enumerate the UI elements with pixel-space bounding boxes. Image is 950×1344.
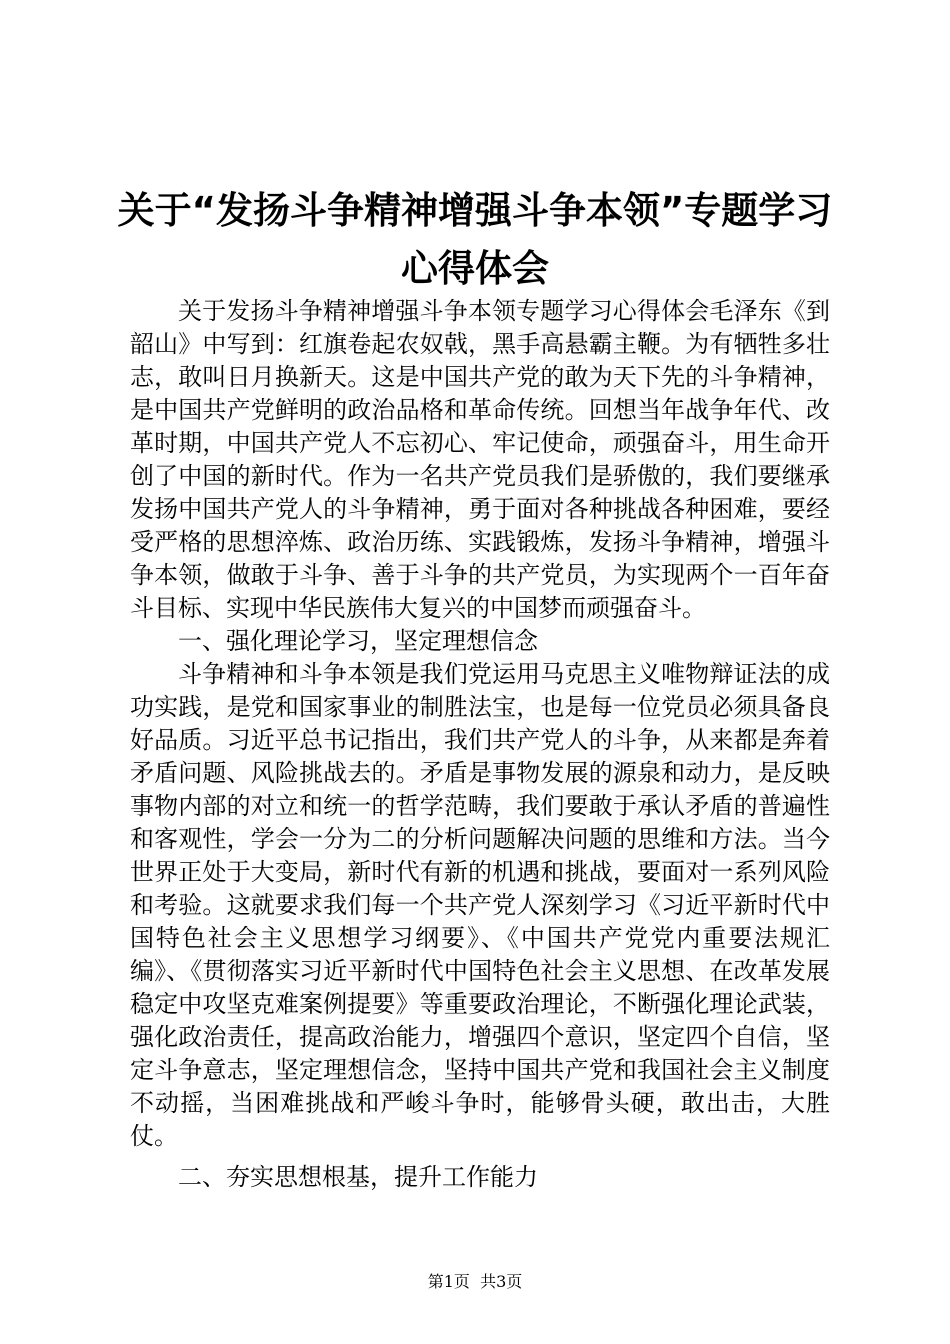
paragraph-section-1: 斗争精神和斗争本领是我们党运用马克思主义唯物辩证法的成功实践，是党和国家事业的制胜法宝，也是每一位党员必须具备良好品质。习近平总书记指出，我们共产党人的斗争，从来都是奔着矛盾问题、风险挑战去的。矛盾是事物发展的源泉和动力，是反映事物内部的对立和统一的哲学范畴，我们要敢于承认矛盾的普遍性和客观性，学会一分为二的分析问题解决问题的思维和方法。当今世界正处于大变局，新时代有新的机遇和挑战，要面对一系列风险和考验。这就要求我们每一个共产党人深刻学习《习近平新时代中国特色社会主义思想学习纲要》、《中国共产党党内重要法规汇编》、《贯彻落实习近平新时代中国特色社会主义思想、在改革发展稳定中攻坚克难案例提要》等重要政治理论，不断强化理论武装，强化政治责任，提高政治能力，增强四个意识，坚定四个自信，坚定斗争意志，坚定理想信念，坚持中国共产党和我国社会主义制度不动摇，当困难挑战和严峻斗争时，能够骨头硬，敢出击，大胜仗。 <box>130 660 830 1150</box>
document-title <box>100 182 850 298</box>
paragraph-intro: 关于发扬斗争精神增强斗争本领专题学习心得体会毛泽东《到韶山》中写到：红旗卷起农奴戟，黑手高悬霸主鞭。为有牺牲多壮志，敢叫日月换新天。这是中国共产党的敢为天下先的斗争精神，是中国共产党鲜明的政治品格和革命传统。回想当年战争年代、改革时期，中国共产党人不忘初心、牢记使命，顽强奋斗，用生命开创了中国的新时代。作为一名共产党员我们是骄傲的，我们要继承发扬中国共产党人的斗争精神，勇于面对各种挑战各种困难，要经受严格的思想淬炼、政治历练、实践锻炼，发扬斗争精神，增强斗争本领，做敢于斗争、善于斗争的共产党员，为实现两个一百年奋斗目标、实现中华民族伟大复兴的中国梦而顽强奋斗。 <box>130 297 830 622</box>
title-line-2: 心得体会 <box>401 247 549 290</box>
document-body <box>130 295 830 1194</box>
page-number-label: 第1页 共3页 <box>427 1272 523 1291</box>
page-footer <box>0 1272 950 1292</box>
title-line-1: 关于“发扬斗争精神增强斗争本领”专题学习 <box>117 189 833 232</box>
section-heading-1: 一、强化理论学习，坚定理想信念 <box>178 627 538 655</box>
section-heading-2: 二、夯实思想根基，提升工作能力 <box>178 1163 538 1191</box>
